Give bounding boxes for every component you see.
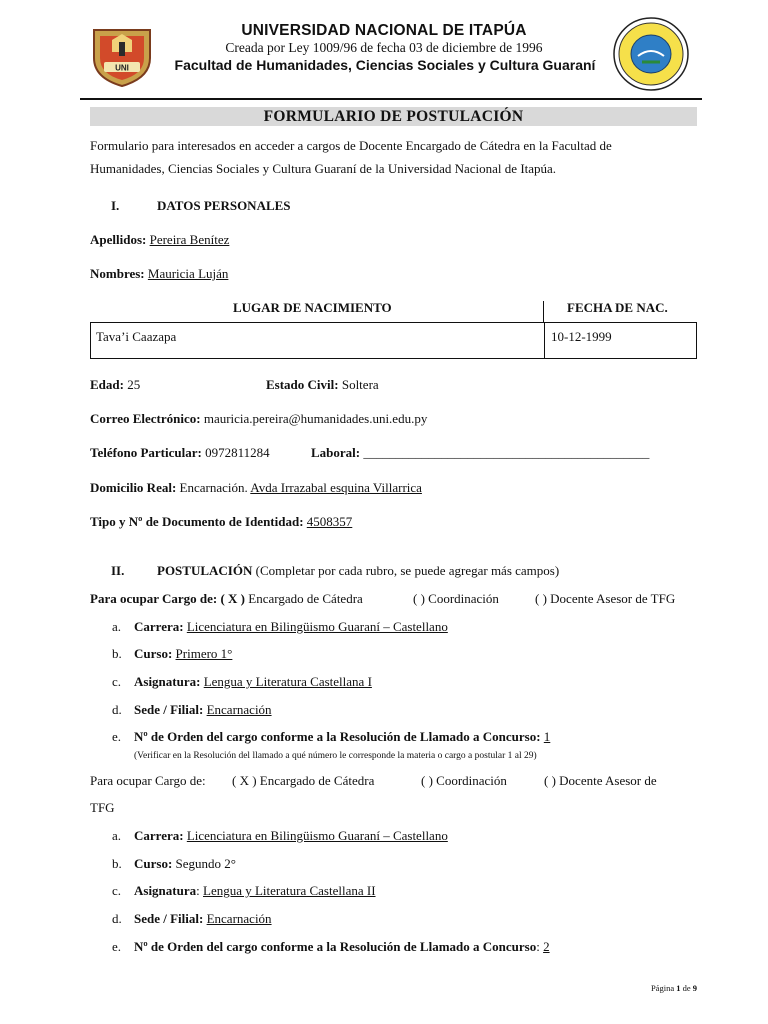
intro-line-1: Formulario para interesados en acceder a cargos de Docente Encargado de Cátedra en la Facultad de — [90, 138, 612, 153]
nombres-value: Mauricia Luján — [147, 266, 229, 281]
laboral-label: Laboral: — [311, 445, 361, 460]
cargo-1-item-d-letter: d. — [112, 702, 122, 717]
page-of: de — [682, 983, 691, 993]
item-label: Curso: — [134, 856, 173, 871]
telefono-value: 0972811284 — [205, 445, 270, 460]
cargo-2-opt1: ( X ) Encargado de Cátedra — [232, 773, 375, 788]
item-label: Nº de Orden del cargo conforme a la Resolución de Llamado a Concurso — [134, 939, 537, 954]
cargo-2-item-e: Nº de Orden del cargo conforme a la Resolución de Llamado a Concurso: 2 — [134, 939, 550, 954]
documento-label: Tipo y Nº de Documento de Identidad: — [90, 514, 304, 529]
cargo-1-opt1: Encargado de Cátedra — [248, 591, 363, 606]
item-label: Curso: — [134, 646, 173, 661]
item-label: Asignatura — [134, 883, 197, 898]
item-value: 2 — [543, 939, 550, 954]
item-value: Encarnación — [206, 702, 272, 717]
item-label: Asignatura: — [134, 674, 201, 689]
university-shield-logo — [90, 22, 154, 88]
cargo-2-item-a — [134, 828, 448, 844]
domicilio-field — [90, 480, 422, 496]
cargo-1-line — [90, 591, 363, 607]
university-name: UNIVERSIDAD NACIONAL DE ITAPÚA — [241, 22, 527, 39]
cargo-1-opt2: ( ) Coordinación — [413, 591, 499, 606]
domicilio-value-street: Avda Irrazabal esquina Villarrica — [250, 480, 422, 495]
item-value: Segundo 2° — [175, 856, 236, 871]
cargo-1-opt1-mark: ( X ) — [220, 591, 246, 606]
apellidos-field — [90, 232, 229, 248]
svg-text:UNI: UNI — [115, 63, 129, 73]
cargo-1-item-a — [134, 619, 448, 635]
document-header — [0, 0, 768, 98]
cargo-2-opt2: ( ) Coordinación — [421, 773, 507, 788]
item-value: Lengua y Literatura Castellana II — [203, 883, 376, 898]
page-total: 9 — [692, 983, 697, 993]
cargo-2-opt3: ( ) Docente Asesor de — [544, 773, 657, 788]
item-label: Carrera: — [134, 828, 184, 843]
cargo-1-label: Para ocupar Cargo de: — [90, 591, 218, 606]
cargo-2-item-e-letter: e. — [112, 939, 122, 954]
correo-field — [90, 411, 427, 427]
page-word: Página — [650, 983, 675, 993]
cargo-1-item-e-letter: e. — [112, 729, 122, 744]
edad-field — [90, 377, 140, 393]
creation-law: Creada por Ley 1009/96 de fecha 03 de diciembre de 1996 — [225, 40, 543, 55]
edad-label: Edad: — [90, 377, 124, 392]
cargo-2-item-d — [134, 911, 272, 927]
page-number — [651, 983, 697, 993]
item-label: Carrera: — [134, 619, 184, 634]
faculty-seal-logo — [612, 16, 690, 92]
edad-value: 25 — [127, 377, 141, 392]
domicilio-label: Domicilio Real: — [90, 480, 177, 495]
cargo-1-item-c-letter: c. — [112, 674, 122, 689]
cargo-2-item-c-letter: c. — [112, 883, 122, 898]
documento-value: 4508357 — [306, 514, 353, 529]
cargo-1-opt3: ( ) Docente Asesor de TFG — [535, 591, 676, 606]
section-2-number: II. — [111, 563, 125, 578]
table-header-divider — [543, 301, 544, 323]
section-1-title: DATOS PERSONALES — [157, 198, 291, 213]
nombres-field — [90, 266, 228, 282]
correo-label: Correo Electrónico: — [90, 411, 201, 426]
form-title: FORMULARIO DE POSTULACIÓN — [90, 107, 697, 126]
cargo-1-item-b-letter: b. — [112, 646, 122, 661]
cargo-2-item-b — [134, 856, 236, 872]
item-value: Lengua y Literatura Castellana I — [203, 674, 372, 689]
apellidos-label: Apellidos: — [90, 232, 147, 247]
estado-civil-field — [266, 377, 379, 393]
section-2-title: POSTULACIÓN — [157, 563, 253, 578]
cargo-1-item-c — [134, 674, 372, 690]
birthdate-value: 10-12-1999 — [551, 329, 612, 344]
cargo-2-item-c: Asignatura: Lengua y Literatura Castellana II — [134, 883, 376, 898]
verify-note: (Verificar en la Resolución del llamado a qué número le corresponde la materia o cargo a postular 1 al 29) — [134, 751, 537, 761]
cargo-1-item-e — [134, 729, 550, 745]
apellidos-value: Pereira Benítez — [149, 232, 230, 247]
cargo-1-item-d — [134, 702, 272, 718]
item-label: Nº de Orden del cargo conforme a la Resolución de Llamado a Concurso: — [134, 729, 541, 744]
table-cell-divider — [544, 323, 545, 358]
cargo-1-item-a-letter: a. — [112, 619, 122, 634]
item-label: Sede / Filial: — [134, 702, 204, 717]
item-value: Primero 1° — [175, 646, 233, 661]
correo-value: mauricia.pereira@humanidades.uni.edu.py — [203, 411, 428, 426]
section-2-note: (Completar por cada rubro, se puede agregar más campos) — [255, 563, 560, 578]
birthplace-value: Tava’i Caazapa — [96, 329, 177, 344]
birthdate-header: FECHA DE NAC. — [567, 300, 668, 315]
cargo-2-item-b-letter: b. — [112, 856, 122, 871]
telefono-label: Teléfono Particular: — [90, 445, 202, 460]
estado-civil-label: Estado Civil: — [266, 377, 339, 392]
item-value: Licenciatura en Bilingüismo Guaraní – Castellano — [186, 828, 448, 843]
intro-line-2: Humanidades, Ciencias Sociales y Cultura Guaraní de la Universidad Nacional de Itapúa. — [90, 161, 557, 176]
page-current: 1 — [676, 983, 681, 993]
cargo-2-opt3-cont: TFG — [90, 800, 115, 815]
item-value: Licenciatura en Bilingüismo Guaraní – Castellano — [186, 619, 448, 634]
nombres-label: Nombres: — [90, 266, 145, 281]
domicilio-value-city: Encarnación. — [179, 480, 251, 495]
item-label: Sede / Filial: — [134, 911, 204, 926]
cargo-2-item-d-letter: d. — [112, 911, 122, 926]
cargo-2-label: Para ocupar Cargo de: — [90, 773, 206, 788]
estado-civil-value: Soltera — [341, 377, 379, 392]
section-1-number: I. — [111, 198, 120, 213]
birthplace-header: LUGAR DE NACIMIENTO — [233, 300, 392, 315]
laboral-field — [311, 445, 649, 461]
cargo-1-item-b — [134, 646, 232, 662]
item-value: 1 — [543, 729, 551, 744]
laboral-value: ____________________________________________ — [363, 445, 650, 460]
item-value: Encarnación — [206, 911, 272, 926]
documento-field — [90, 514, 352, 530]
telefono-field — [90, 445, 270, 461]
section-2-heading — [157, 563, 559, 579]
cargo-2-item-a-letter: a. — [112, 828, 122, 843]
header-divider — [80, 98, 702, 100]
faculty-name: Facultad de Humanidades, Ciencias Sociales y Cultura Guaraní — [174, 57, 596, 73]
